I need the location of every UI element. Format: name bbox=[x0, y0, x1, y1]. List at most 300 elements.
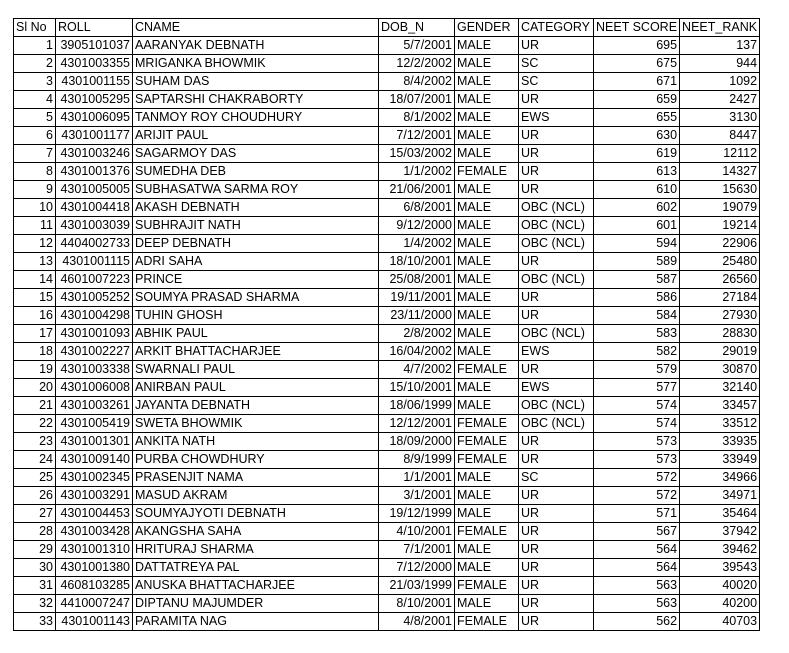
table-row bbox=[14, 541, 760, 559]
cell-category: OBC (NCL) bbox=[519, 325, 594, 343]
cell-neet-score: 589 bbox=[594, 253, 680, 271]
results-table bbox=[13, 18, 760, 631]
table-row bbox=[14, 307, 760, 325]
cell-gender: MALE bbox=[455, 145, 519, 163]
cell-neet-score: 602 bbox=[594, 199, 680, 217]
table-row bbox=[14, 415, 760, 433]
cell-gender: MALE bbox=[455, 73, 519, 91]
cell-roll: 4301001301 bbox=[56, 433, 133, 451]
cell-gender: MALE bbox=[455, 325, 519, 343]
cell-dob: 18/10/2001 bbox=[379, 253, 455, 271]
header-dob: DOB_N bbox=[379, 19, 455, 37]
cell-category: EWS bbox=[519, 379, 594, 397]
cell-roll: 4301001093 bbox=[56, 325, 133, 343]
cell-dob: 1/1/2001 bbox=[379, 469, 455, 487]
cell-category: UR bbox=[519, 253, 594, 271]
cell-category: UR bbox=[519, 307, 594, 325]
cell-gender: MALE bbox=[455, 55, 519, 73]
table-row bbox=[14, 271, 760, 289]
cell-sl-no: 9 bbox=[14, 181, 56, 199]
cell-category: EWS bbox=[519, 343, 594, 361]
cell-sl-no: 13 bbox=[14, 253, 56, 271]
cell-gender: MALE bbox=[455, 217, 519, 235]
cell-sl-no: 23 bbox=[14, 433, 56, 451]
cell-neet-rank: 40020 bbox=[680, 577, 760, 595]
table-row bbox=[14, 181, 760, 199]
cell-sl-no: 25 bbox=[14, 469, 56, 487]
cell-sl-no: 5 bbox=[14, 109, 56, 127]
table-row bbox=[14, 73, 760, 91]
table-row bbox=[14, 451, 760, 469]
cell-gender: FEMALE bbox=[455, 415, 519, 433]
cell-cname: ANUSKA BHATTACHARJEE bbox=[133, 577, 379, 595]
cell-neet-rank: 34966 bbox=[680, 469, 760, 487]
cell-gender: FEMALE bbox=[455, 523, 519, 541]
table-row bbox=[14, 505, 760, 523]
cell-dob: 7/12/2001 bbox=[379, 127, 455, 145]
cell-roll: 4301001143 bbox=[56, 613, 133, 631]
cell-neet-rank: 29019 bbox=[680, 343, 760, 361]
cell-category: OBC (NCL) bbox=[519, 217, 594, 235]
cell-sl-no: 11 bbox=[14, 217, 56, 235]
cell-category: UR bbox=[519, 505, 594, 523]
cell-gender: MALE bbox=[455, 127, 519, 145]
cell-category: UR bbox=[519, 487, 594, 505]
cell-neet-rank: 22906 bbox=[680, 235, 760, 253]
cell-cname: SUHAM DAS bbox=[133, 73, 379, 91]
cell-neet-rank: 3130 bbox=[680, 109, 760, 127]
table-row bbox=[14, 127, 760, 145]
cell-neet-score: 659 bbox=[594, 91, 680, 109]
cell-neet-rank: 39543 bbox=[680, 559, 760, 577]
table-row bbox=[14, 577, 760, 595]
cell-category: UR bbox=[519, 433, 594, 451]
cell-neet-score: 586 bbox=[594, 289, 680, 307]
cell-gender: MALE bbox=[455, 37, 519, 55]
cell-cname: MRIGANKA BHOWMIK bbox=[133, 55, 379, 73]
cell-category: UR bbox=[519, 559, 594, 577]
table-row bbox=[14, 199, 760, 217]
header-sl-no: Sl No bbox=[14, 19, 56, 37]
cell-category: UR bbox=[519, 523, 594, 541]
cell-cname: ARIJIT PAUL bbox=[133, 127, 379, 145]
cell-neet-score: 567 bbox=[594, 523, 680, 541]
cell-category: OBC (NCL) bbox=[519, 235, 594, 253]
cell-sl-no: 30 bbox=[14, 559, 56, 577]
table-row bbox=[14, 289, 760, 307]
cell-neet-rank: 34971 bbox=[680, 487, 760, 505]
table-row bbox=[14, 253, 760, 271]
cell-gender: MALE bbox=[455, 289, 519, 307]
cell-dob: 1/1/2002 bbox=[379, 163, 455, 181]
table-row bbox=[14, 145, 760, 163]
cell-category: UR bbox=[519, 145, 594, 163]
cell-dob: 25/08/2001 bbox=[379, 271, 455, 289]
cell-neet-score: 582 bbox=[594, 343, 680, 361]
cell-roll: 4301001376 bbox=[56, 163, 133, 181]
cell-gender: MALE bbox=[455, 379, 519, 397]
table-row bbox=[14, 343, 760, 361]
cell-neet-rank: 8447 bbox=[680, 127, 760, 145]
cell-neet-rank: 25480 bbox=[680, 253, 760, 271]
cell-neet-rank: 26560 bbox=[680, 271, 760, 289]
cell-roll: 4301003291 bbox=[56, 487, 133, 505]
cell-gender: MALE bbox=[455, 595, 519, 613]
table-row bbox=[14, 613, 760, 631]
cell-gender: MALE bbox=[455, 505, 519, 523]
cell-neet-rank: 27930 bbox=[680, 307, 760, 325]
cell-neet-rank: 2427 bbox=[680, 91, 760, 109]
table-row bbox=[14, 217, 760, 235]
cell-neet-score: 577 bbox=[594, 379, 680, 397]
table-row bbox=[14, 523, 760, 541]
table-body bbox=[14, 37, 760, 631]
cell-neet-rank: 19214 bbox=[680, 217, 760, 235]
cell-category: UR bbox=[519, 163, 594, 181]
cell-cname: PRASENJIT NAMA bbox=[133, 469, 379, 487]
cell-neet-rank: 33935 bbox=[680, 433, 760, 451]
cell-dob: 8/1/2002 bbox=[379, 109, 455, 127]
cell-dob: 18/06/1999 bbox=[379, 397, 455, 415]
table-row bbox=[14, 91, 760, 109]
cell-dob: 23/11/2000 bbox=[379, 307, 455, 325]
table-row bbox=[14, 37, 760, 55]
cell-dob: 3/1/2001 bbox=[379, 487, 455, 505]
cell-neet-rank: 33457 bbox=[680, 397, 760, 415]
cell-cname: SWARNALI PAUL bbox=[133, 361, 379, 379]
cell-dob: 4/8/2001 bbox=[379, 613, 455, 631]
cell-roll: 4301005419 bbox=[56, 415, 133, 433]
cell-cname: PRINCE bbox=[133, 271, 379, 289]
cell-neet-rank: 19079 bbox=[680, 199, 760, 217]
cell-cname: SWETA BHOWMIK bbox=[133, 415, 379, 433]
cell-dob: 8/10/2001 bbox=[379, 595, 455, 613]
cell-neet-score: 572 bbox=[594, 487, 680, 505]
cell-sl-no: 21 bbox=[14, 397, 56, 415]
cell-cname: DIPTANU MAJUMDER bbox=[133, 595, 379, 613]
cell-cname: AKASH DEBNATH bbox=[133, 199, 379, 217]
header-neet-score: NEET SCORE bbox=[594, 19, 680, 37]
cell-category: OBC (NCL) bbox=[519, 397, 594, 415]
cell-neet-score: 594 bbox=[594, 235, 680, 253]
table-row bbox=[14, 379, 760, 397]
cell-sl-no: 31 bbox=[14, 577, 56, 595]
cell-neet-score: 695 bbox=[594, 37, 680, 55]
cell-category: UR bbox=[519, 127, 594, 145]
cell-dob: 9/12/2000 bbox=[379, 217, 455, 235]
cell-category: UR bbox=[519, 37, 594, 55]
cell-roll: 4301005295 bbox=[56, 91, 133, 109]
cell-cname: JAYANTA DEBNATH bbox=[133, 397, 379, 415]
table-row bbox=[14, 55, 760, 73]
table-row bbox=[14, 433, 760, 451]
cell-gender: MALE bbox=[455, 397, 519, 415]
cell-neet-score: 583 bbox=[594, 325, 680, 343]
cell-roll: 4301001380 bbox=[56, 559, 133, 577]
cell-gender: MALE bbox=[455, 235, 519, 253]
cell-neet-score: 573 bbox=[594, 433, 680, 451]
cell-neet-score: 601 bbox=[594, 217, 680, 235]
cell-cname: PARAMITA NAG bbox=[133, 613, 379, 631]
cell-sl-no: 22 bbox=[14, 415, 56, 433]
cell-sl-no: 12 bbox=[14, 235, 56, 253]
cell-neet-score: 655 bbox=[594, 109, 680, 127]
cell-neet-score: 584 bbox=[594, 307, 680, 325]
cell-roll: 4301001155 bbox=[56, 73, 133, 91]
cell-cname: SOUMYA PRASAD SHARMA bbox=[133, 289, 379, 307]
cell-neet-score: 562 bbox=[594, 613, 680, 631]
cell-dob: 15/10/2001 bbox=[379, 379, 455, 397]
cell-cname: DATTATREYA PAL bbox=[133, 559, 379, 577]
cell-neet-rank: 37942 bbox=[680, 523, 760, 541]
cell-neet-rank: 33949 bbox=[680, 451, 760, 469]
cell-sl-no: 16 bbox=[14, 307, 56, 325]
cell-neet-rank: 12112 bbox=[680, 145, 760, 163]
cell-gender: MALE bbox=[455, 91, 519, 109]
cell-category: SC bbox=[519, 55, 594, 73]
cell-roll: 4301006095 bbox=[56, 109, 133, 127]
cell-neet-rank: 1092 bbox=[680, 73, 760, 91]
cell-neet-rank: 137 bbox=[680, 37, 760, 55]
cell-neet-score: 587 bbox=[594, 271, 680, 289]
header-cname: CNAME bbox=[133, 19, 379, 37]
cell-cname: SOUMYAJYOTI DEBNATH bbox=[133, 505, 379, 523]
cell-sl-no: 7 bbox=[14, 145, 56, 163]
cell-dob: 19/11/2001 bbox=[379, 289, 455, 307]
cell-sl-no: 1 bbox=[14, 37, 56, 55]
cell-neet-score: 610 bbox=[594, 181, 680, 199]
cell-neet-rank: 40200 bbox=[680, 595, 760, 613]
cell-cname: AARANYAK DEBNATH bbox=[133, 37, 379, 55]
cell-roll: 4301003261 bbox=[56, 397, 133, 415]
cell-cname: SAPTARSHI CHAKRABORTY bbox=[133, 91, 379, 109]
header-neet-rank: NEET_RANK bbox=[680, 19, 760, 37]
cell-gender: FEMALE bbox=[455, 613, 519, 631]
table-row bbox=[14, 235, 760, 253]
cell-gender: MALE bbox=[455, 181, 519, 199]
cell-neet-rank: 32140 bbox=[680, 379, 760, 397]
cell-sl-no: 4 bbox=[14, 91, 56, 109]
cell-neet-rank: 27184 bbox=[680, 289, 760, 307]
cell-category: UR bbox=[519, 595, 594, 613]
cell-dob: 16/04/2002 bbox=[379, 343, 455, 361]
cell-category: UR bbox=[519, 541, 594, 559]
cell-cname: ABHIK PAUL bbox=[133, 325, 379, 343]
cell-sl-no: 3 bbox=[14, 73, 56, 91]
cell-roll: 4301002227 bbox=[56, 343, 133, 361]
cell-neet-score: 573 bbox=[594, 451, 680, 469]
cell-neet-score: 671 bbox=[594, 73, 680, 91]
cell-neet-score: 574 bbox=[594, 415, 680, 433]
cell-cname: SUMEDHA DEB bbox=[133, 163, 379, 181]
cell-sl-no: 26 bbox=[14, 487, 56, 505]
cell-category: UR bbox=[519, 577, 594, 595]
cell-roll: 4301003338 bbox=[56, 361, 133, 379]
cell-sl-no: 33 bbox=[14, 613, 56, 631]
cell-category: UR bbox=[519, 289, 594, 307]
cell-roll: 4301005252 bbox=[56, 289, 133, 307]
cell-roll: 4301009140 bbox=[56, 451, 133, 469]
cell-cname: TANMOY ROY CHOUDHURY bbox=[133, 109, 379, 127]
cell-roll: 4608103285 bbox=[56, 577, 133, 595]
cell-cname: PURBA CHOWDHURY bbox=[133, 451, 379, 469]
cell-dob: 8/4/2002 bbox=[379, 73, 455, 91]
cell-roll: 4301006008 bbox=[56, 379, 133, 397]
table-row bbox=[14, 325, 760, 343]
cell-roll: 4301004453 bbox=[56, 505, 133, 523]
cell-category: OBC (NCL) bbox=[519, 199, 594, 217]
cell-neet-score: 574 bbox=[594, 397, 680, 415]
cell-dob: 18/07/2001 bbox=[379, 91, 455, 109]
cell-dob: 18/09/2000 bbox=[379, 433, 455, 451]
cell-dob: 4/10/2001 bbox=[379, 523, 455, 541]
cell-neet-score: 564 bbox=[594, 559, 680, 577]
cell-sl-no: 28 bbox=[14, 523, 56, 541]
cell-neet-score: 563 bbox=[594, 595, 680, 613]
cell-roll: 4601007223 bbox=[56, 271, 133, 289]
table-row bbox=[14, 595, 760, 613]
cell-gender: MALE bbox=[455, 271, 519, 289]
cell-neet-rank: 30870 bbox=[680, 361, 760, 379]
cell-roll: 4301005005 bbox=[56, 181, 133, 199]
cell-cname: DEEP DEBNATH bbox=[133, 235, 379, 253]
cell-sl-no: 24 bbox=[14, 451, 56, 469]
table-row bbox=[14, 397, 760, 415]
cell-gender: FEMALE bbox=[455, 451, 519, 469]
cell-dob: 7/12/2000 bbox=[379, 559, 455, 577]
cell-cname: ARKIT BHATTACHARJEE bbox=[133, 343, 379, 361]
cell-neet-rank: 40703 bbox=[680, 613, 760, 631]
cell-category: UR bbox=[519, 451, 594, 469]
cell-roll: 4301002345 bbox=[56, 469, 133, 487]
cell-roll: 4410007247 bbox=[56, 595, 133, 613]
cell-gender: MALE bbox=[455, 469, 519, 487]
cell-neet-rank: 944 bbox=[680, 55, 760, 73]
cell-neet-score: 572 bbox=[594, 469, 680, 487]
cell-roll: 4301001310 bbox=[56, 541, 133, 559]
cell-sl-no: 8 bbox=[14, 163, 56, 181]
cell-gender: MALE bbox=[455, 559, 519, 577]
cell-cname: ANIRBAN PAUL bbox=[133, 379, 379, 397]
cell-cname: HRITURAJ SHARMA bbox=[133, 541, 379, 559]
cell-roll: 4301004418 bbox=[56, 199, 133, 217]
cell-category: UR bbox=[519, 91, 594, 109]
cell-neet-score: 613 bbox=[594, 163, 680, 181]
cell-sl-no: 15 bbox=[14, 289, 56, 307]
cell-neet-score: 579 bbox=[594, 361, 680, 379]
table-row bbox=[14, 469, 760, 487]
cell-roll: 4404002733 bbox=[56, 235, 133, 253]
cell-gender: FEMALE bbox=[455, 433, 519, 451]
cell-sl-no: 27 bbox=[14, 505, 56, 523]
cell-neet-score: 571 bbox=[594, 505, 680, 523]
cell-category: OBC (NCL) bbox=[519, 415, 594, 433]
cell-category: UR bbox=[519, 181, 594, 199]
cell-neet-score: 675 bbox=[594, 55, 680, 73]
cell-dob: 8/9/1999 bbox=[379, 451, 455, 469]
cell-dob: 21/03/1999 bbox=[379, 577, 455, 595]
cell-neet-rank: 15630 bbox=[680, 181, 760, 199]
cell-category: SC bbox=[519, 469, 594, 487]
cell-cname: AKANGSHA SAHA bbox=[133, 523, 379, 541]
cell-sl-no: 14 bbox=[14, 271, 56, 289]
cell-gender: MALE bbox=[455, 487, 519, 505]
cell-dob: 4/7/2002 bbox=[379, 361, 455, 379]
cell-sl-no: 18 bbox=[14, 343, 56, 361]
cell-roll: 4301003246 bbox=[56, 145, 133, 163]
cell-gender: MALE bbox=[455, 199, 519, 217]
cell-dob: 21/06/2001 bbox=[379, 181, 455, 199]
cell-neet-rank: 28830 bbox=[680, 325, 760, 343]
table-row bbox=[14, 163, 760, 181]
cell-gender: FEMALE bbox=[455, 163, 519, 181]
cell-category: UR bbox=[519, 361, 594, 379]
cell-dob: 5/7/2001 bbox=[379, 37, 455, 55]
table-row bbox=[14, 487, 760, 505]
cell-cname: TUHIN GHOSH bbox=[133, 307, 379, 325]
cell-neet-score: 619 bbox=[594, 145, 680, 163]
header-gender: GENDER bbox=[455, 19, 519, 37]
cell-cname: MASUD AKRAM bbox=[133, 487, 379, 505]
cell-sl-no: 17 bbox=[14, 325, 56, 343]
cell-category: SC bbox=[519, 73, 594, 91]
cell-dob: 19/12/1999 bbox=[379, 505, 455, 523]
cell-neet-score: 564 bbox=[594, 541, 680, 559]
cell-roll: 4301003428 bbox=[56, 523, 133, 541]
header-roll: ROLL bbox=[56, 19, 133, 37]
cell-dob: 6/8/2001 bbox=[379, 199, 455, 217]
cell-roll: 4301003355 bbox=[56, 55, 133, 73]
cell-gender: MALE bbox=[455, 253, 519, 271]
cell-roll: 4301003039 bbox=[56, 217, 133, 235]
cell-dob: 1/4/2002 bbox=[379, 235, 455, 253]
cell-category: OBC (NCL) bbox=[519, 271, 594, 289]
header-row bbox=[14, 19, 760, 37]
cell-cname: ADRI SAHA bbox=[133, 253, 379, 271]
cell-dob: 12/2/2002 bbox=[379, 55, 455, 73]
cell-gender: MALE bbox=[455, 307, 519, 325]
cell-sl-no: 6 bbox=[14, 127, 56, 145]
cell-roll: 4301001115 bbox=[56, 253, 133, 271]
cell-gender: FEMALE bbox=[455, 361, 519, 379]
cell-gender: MALE bbox=[455, 541, 519, 559]
cell-roll: 3905101037 bbox=[56, 37, 133, 55]
table-row bbox=[14, 559, 760, 577]
cell-sl-no: 32 bbox=[14, 595, 56, 613]
cell-neet-rank: 39462 bbox=[680, 541, 760, 559]
cell-roll: 4301004298 bbox=[56, 307, 133, 325]
cell-roll: 4301001177 bbox=[56, 127, 133, 145]
cell-sl-no: 20 bbox=[14, 379, 56, 397]
table-row bbox=[14, 361, 760, 379]
table-row bbox=[14, 109, 760, 127]
cell-dob: 7/1/2001 bbox=[379, 541, 455, 559]
cell-gender: MALE bbox=[455, 109, 519, 127]
cell-dob: 12/12/2001 bbox=[379, 415, 455, 433]
cell-gender: MALE bbox=[455, 343, 519, 361]
cell-cname: ANKITA NATH bbox=[133, 433, 379, 451]
header-category: CATEGORY bbox=[519, 19, 594, 37]
cell-dob: 2/8/2002 bbox=[379, 325, 455, 343]
cell-neet-rank: 35464 bbox=[680, 505, 760, 523]
cell-cname: SAGARMOY DAS bbox=[133, 145, 379, 163]
cell-neet-rank: 14327 bbox=[680, 163, 760, 181]
cell-gender: FEMALE bbox=[455, 577, 519, 595]
cell-neet-rank: 33512 bbox=[680, 415, 760, 433]
cell-sl-no: 19 bbox=[14, 361, 56, 379]
cell-dob: 15/03/2002 bbox=[379, 145, 455, 163]
cell-sl-no: 2 bbox=[14, 55, 56, 73]
